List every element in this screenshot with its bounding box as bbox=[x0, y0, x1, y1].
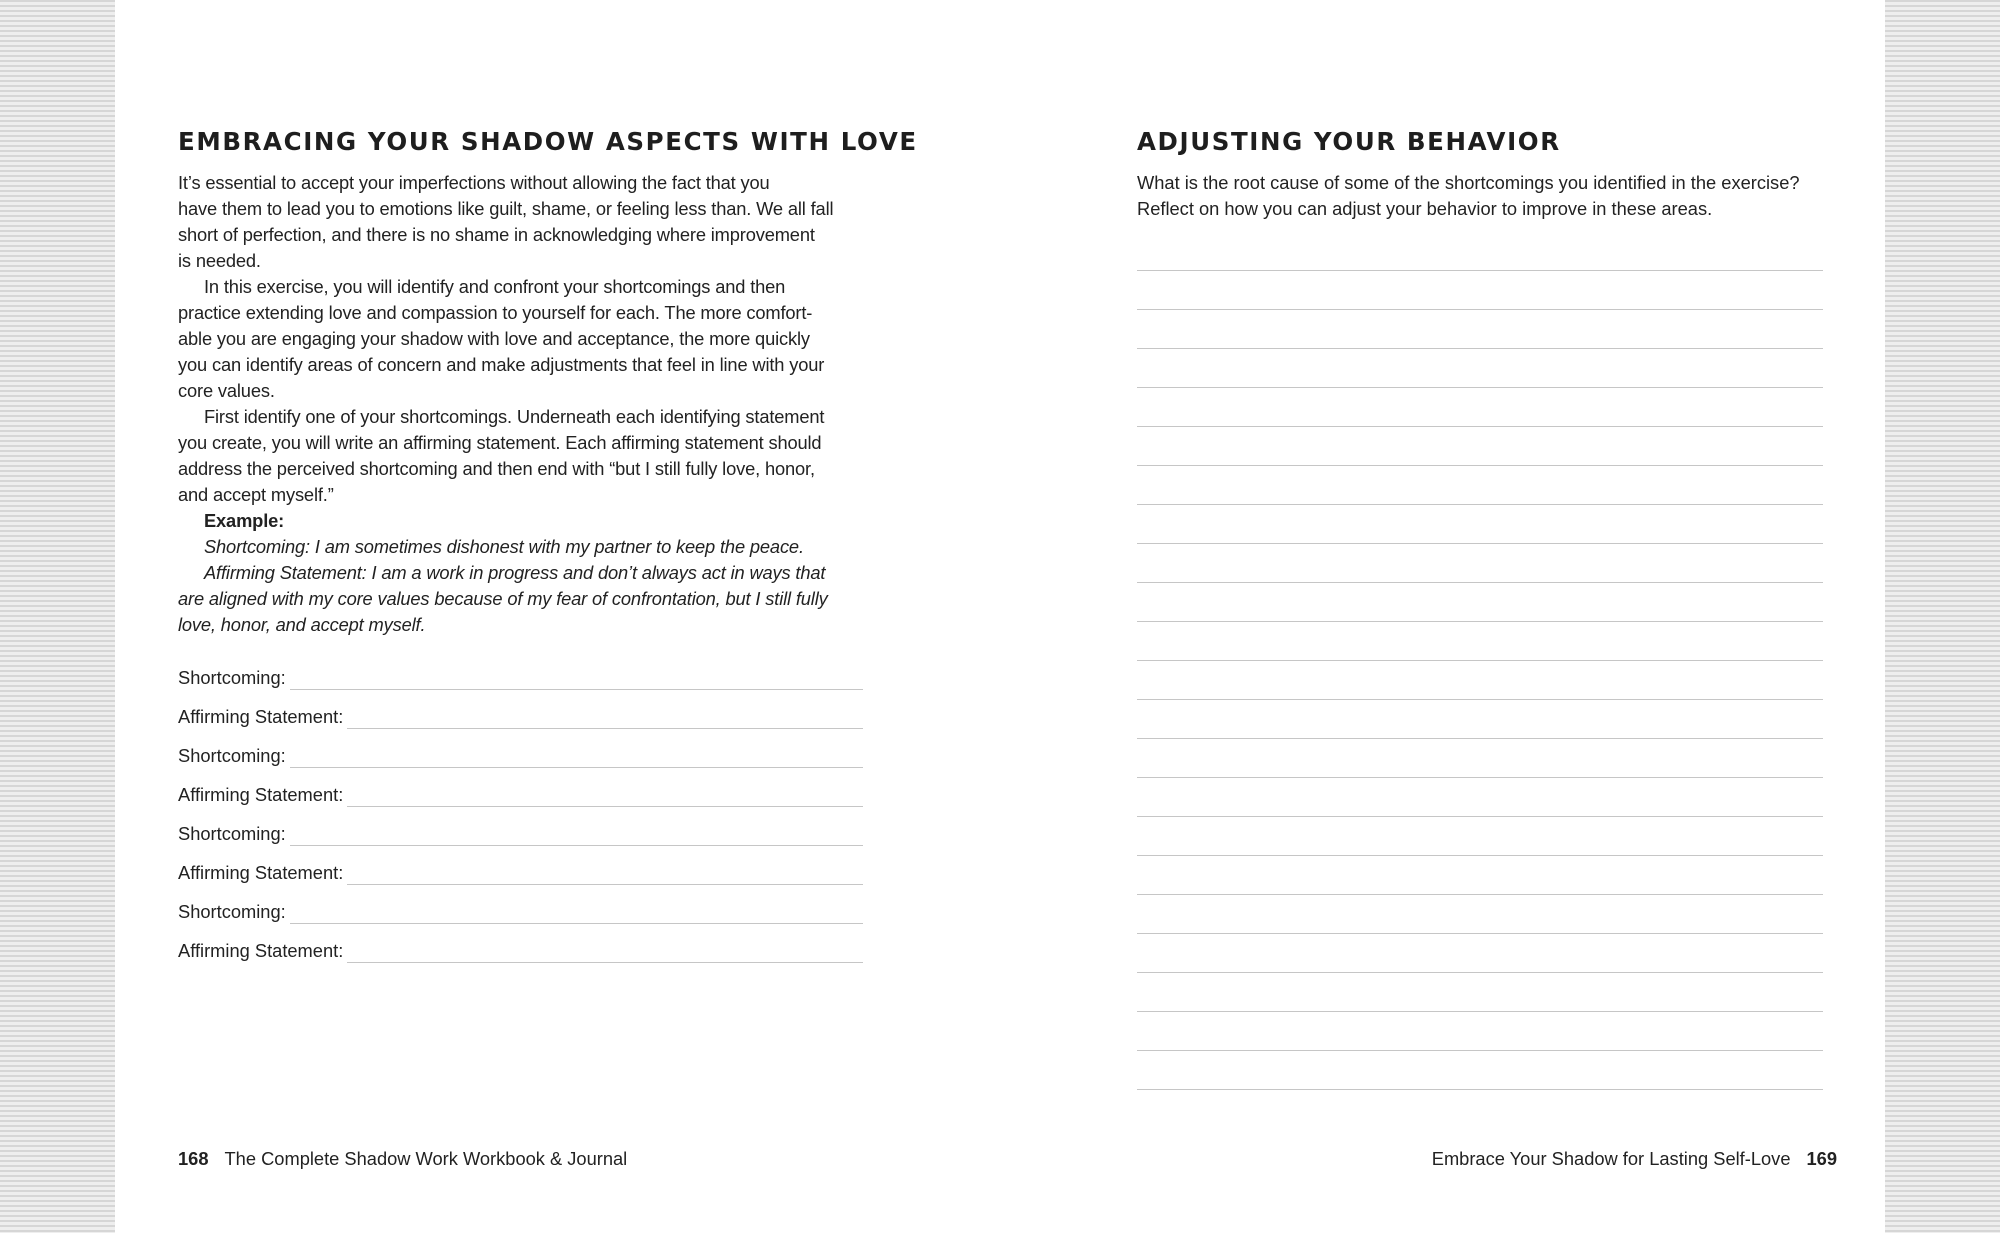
affirming-statement-label: Affirming Statement: bbox=[178, 940, 344, 961]
writing-line[interactable] bbox=[1137, 661, 1823, 700]
writing-line[interactable] bbox=[1137, 778, 1823, 817]
writing-line[interactable] bbox=[1137, 973, 1823, 1012]
body-line: short of perfection, and there is no shame in acknowledging where improvement bbox=[178, 224, 815, 245]
affirming-statement-label: Affirming Statement: bbox=[178, 862, 344, 883]
intro-paragraph bbox=[178, 170, 868, 274]
left-page bbox=[178, 0, 918, 1233]
affirming-statement-label: Affirming Statement: bbox=[178, 784, 344, 805]
shortcoming-row bbox=[178, 808, 863, 847]
body-line: core values. bbox=[178, 380, 275, 401]
affirming-statement-write-line[interactable] bbox=[347, 961, 863, 963]
body-line: are aligned with my core values because of my fear of confrontation, but I still fully bbox=[178, 588, 828, 609]
left-page-body bbox=[178, 170, 868, 638]
affirming-statement-write-line[interactable] bbox=[347, 883, 863, 885]
writing-line[interactable] bbox=[1137, 1012, 1823, 1051]
affirming-statement-row bbox=[178, 769, 863, 808]
shortcoming-label: Shortcoming: bbox=[178, 667, 286, 688]
shortcoming-write-line[interactable] bbox=[290, 922, 863, 924]
prompt-line: Reflect on how you can adjust your behavior to improve in these areas. bbox=[1137, 198, 1713, 219]
body-line: address the perceived shortcoming and then end with “but I still fully love, honor, bbox=[178, 458, 815, 479]
page-number: 169 bbox=[1806, 1148, 1837, 1169]
writing-line[interactable] bbox=[1137, 895, 1823, 934]
prompt-line: What is the root cause of some of the shortcomings you identified in the exercise? bbox=[1137, 172, 1800, 193]
right-page-heading: ADJUSTING YOUR BEHAVIOR bbox=[1137, 127, 1561, 156]
book-spread bbox=[115, 0, 1885, 1233]
writing-line[interactable] bbox=[1137, 388, 1823, 427]
instructions-paragraph bbox=[178, 404, 868, 508]
left-page-footer bbox=[178, 1148, 627, 1170]
affirming-statement-row bbox=[178, 925, 863, 964]
left-page-heading: EMBRACING YOUR SHADOW ASPECTS WITH LOVE bbox=[178, 127, 918, 156]
body-line: In this exercise, you will identify and confront your shortcomings and then bbox=[204, 276, 786, 297]
affirming-statement-row bbox=[178, 691, 863, 730]
writing-line[interactable] bbox=[1137, 505, 1823, 544]
writing-line[interactable] bbox=[1137, 466, 1823, 505]
writing-line[interactable] bbox=[1137, 232, 1823, 271]
writing-line[interactable] bbox=[1137, 427, 1823, 466]
shortcoming-write-line[interactable] bbox=[290, 766, 863, 768]
example-shortcoming: Shortcoming: I am sometimes dishonest with my partner to keep the peace. bbox=[204, 536, 804, 557]
shortcoming-row bbox=[178, 886, 863, 925]
example-label: Example: bbox=[204, 510, 285, 531]
shortcoming-write-line[interactable] bbox=[290, 844, 863, 846]
writing-lines bbox=[1137, 232, 1823, 1090]
right-page bbox=[1137, 0, 1837, 1233]
page-number: 168 bbox=[178, 1148, 209, 1169]
book-title: The Complete Shadow Work Workbook & Journal bbox=[224, 1148, 628, 1169]
writing-line[interactable] bbox=[1137, 739, 1823, 778]
body-line: It’s essential to accept your imperfections without allowing the fact that you bbox=[178, 172, 770, 193]
shortcoming-label: Shortcoming: bbox=[178, 745, 286, 766]
body-line: Affirming Statement: I am a work in progress and don’t always act in ways that bbox=[204, 562, 826, 583]
writing-line[interactable] bbox=[1137, 700, 1823, 739]
body-line: have them to lead you to emotions like guilt, shame, or feeling less than. We all fall bbox=[178, 198, 834, 219]
fill-in-form bbox=[178, 652, 863, 964]
writing-line[interactable] bbox=[1137, 817, 1823, 856]
writing-line[interactable] bbox=[1137, 934, 1823, 973]
affirming-statement-row bbox=[178, 847, 863, 886]
chapter-title: Embrace Your Shadow for Lasting Self-Love bbox=[1431, 1148, 1791, 1169]
affirming-statement-write-line[interactable] bbox=[347, 727, 863, 729]
shortcoming-row bbox=[178, 730, 863, 769]
writing-line[interactable] bbox=[1137, 544, 1823, 583]
body-line: able you are engaging your shadow with love and acceptance, the more quickly bbox=[178, 328, 810, 349]
example-affirming-statement bbox=[178, 560, 868, 638]
writing-line[interactable] bbox=[1137, 622, 1823, 661]
exercise-paragraph bbox=[178, 274, 868, 404]
body-line: practice extending love and compassion to yourself for each. The more comfort- bbox=[178, 302, 813, 323]
shortcoming-label: Shortcoming: bbox=[178, 901, 286, 922]
writing-line[interactable] bbox=[1137, 856, 1823, 895]
writing-line[interactable] bbox=[1137, 583, 1823, 622]
body-line: and accept myself.” bbox=[178, 484, 334, 505]
writing-line[interactable] bbox=[1137, 271, 1823, 310]
affirming-statement-label: Affirming Statement: bbox=[178, 706, 344, 727]
right-page-footer bbox=[1432, 1148, 1837, 1170]
shortcoming-write-line[interactable] bbox=[290, 688, 863, 690]
writing-line[interactable] bbox=[1137, 310, 1823, 349]
body-line: is needed. bbox=[178, 250, 261, 271]
body-line: love, honor, and accept myself. bbox=[178, 614, 426, 635]
affirming-statement-write-line[interactable] bbox=[347, 805, 863, 807]
body-line: you can identify areas of concern and make adjustments that feel in line with your bbox=[178, 354, 825, 375]
body-line: First identify one of your shortcomings. Underneath each identifying statement bbox=[204, 406, 825, 427]
body-line: you create, you will write an affirming statement. Each affirming statement should bbox=[178, 432, 822, 453]
writing-line[interactable] bbox=[1137, 349, 1823, 388]
right-page-prompt bbox=[1137, 170, 1837, 222]
shortcoming-row bbox=[178, 652, 863, 691]
writing-line[interactable] bbox=[1137, 1051, 1823, 1090]
shortcoming-label: Shortcoming: bbox=[178, 823, 286, 844]
